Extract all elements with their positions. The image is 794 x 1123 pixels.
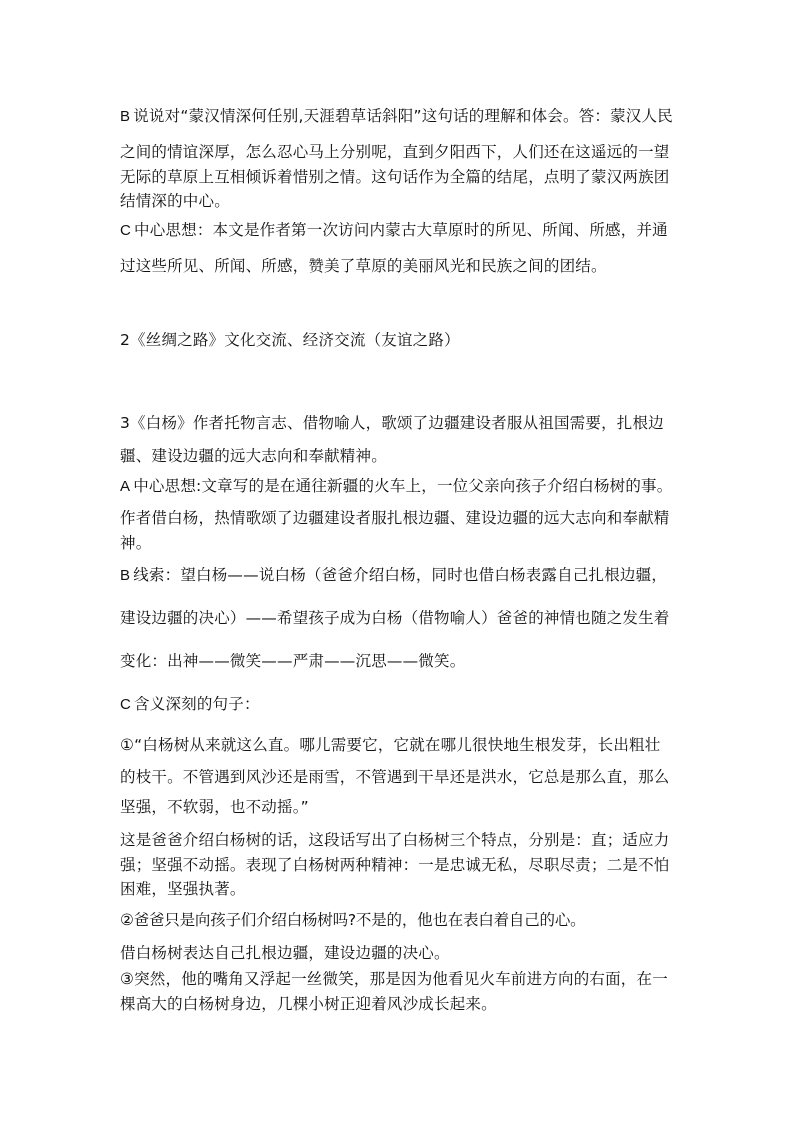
quote-1-line-3: 坚强，不软弱，也不动摇。” <box>120 798 309 816</box>
section-b-line-1: B 说说对“蒙汉情深何任别,天涯碧草话斜阳”这句话的理解和体会。答：蒙汉人民 <box>120 107 673 125</box>
section-c-line-1: C 中心思想：本文是作者第一次访问内蒙古大草原时的所见、所闻、所感，并通 <box>120 221 668 239</box>
section-b-line-3: 无际的草原上互相倾诉着惜别之情。这句话作为全篇的结尾，点明了蒙汉两族团 <box>120 168 670 186</box>
section-b-marker: B <box>120 108 131 125</box>
quote-2-line: ②爸爸只是向孩子们介绍白杨树吗?不是的，他也在表白着自己的心。 <box>120 911 586 929</box>
quote-3-line-1: ③突然，他的嘴角又浮起一丝微笑，那是因为他看见火车前进方向的右面，在一 <box>120 970 668 988</box>
explain-1-line-3: 困难，坚强执著。 <box>120 880 246 898</box>
explain-1-line-2: 强；坚强不动摇。表现了白杨树两种精神：一是忠诚无私，尽职尽责；二是不怕 <box>120 856 670 874</box>
item-3-line-2: 疆、建设边疆的远大志向和奉献精神。 <box>120 447 387 465</box>
item-3a-line-2: 作者借白杨，热情歌颂了边疆建设者服扎根边疆、建设边疆的远大志向和奉献精 <box>120 509 670 527</box>
section-b-line-4: 结情深的中心。 <box>120 192 230 210</box>
item-3a-line-1: A 中心思想:文章写的是在通往新疆的火车上，一位父亲向孩子介绍白杨树的事。 <box>120 477 673 495</box>
section-c-line-2: 过这些所见、所闻、所感，赞美了草原的美丽风光和民族之间的团结。 <box>120 257 607 275</box>
item-3b-line-3: 变化：出神——微笑——严肃——沉思——微笑。 <box>120 652 466 670</box>
quote-1-line-2: 的枝干。不管遇到风沙还是雨雪，不管遇到干旱还是洪水，它总是那么直，那么 <box>120 768 670 786</box>
item-3a-line-3: 神。 <box>120 534 152 552</box>
item-3-line-1: 3《白杨》作者托物言志、借物喻人，歌颂了边疆建设者服从祖国需要，扎根边 <box>120 414 664 432</box>
section-c-marker: C <box>120 222 132 239</box>
item-3b-line-2: 建设边疆的决心）——希望孩子成为白杨（借物喻人）爸爸的神情也随之发生着 <box>120 609 670 627</box>
quote-1-line-1: ①“白杨树从来就这么直。哪儿需要它，它就在哪儿很快地生根发芽，长出粗壮 <box>120 736 661 754</box>
item-3c-marker: C <box>120 696 132 713</box>
item-3a-marker: A <box>120 478 131 495</box>
item-3b-line-1: B 线索：望白杨——说白杨（爸爸介绍白杨，同时也借白杨表露自己扎根边疆， <box>120 566 668 584</box>
item-3c-heading: C 含义深刻的句子： <box>120 695 260 713</box>
explain-1-line-1: 这是爸爸介绍白杨树的话，这段话写出了白杨树三个特点，分别是：直；适应力 <box>120 831 670 849</box>
section-b-line-2: 之间的情谊深厚，怎么忍心马上分别呢，直到夕阳西下，人们还在这遥远的一望 <box>120 143 670 161</box>
item-3b-marker: B <box>120 567 131 584</box>
quote-3-line-2: 棵高大的白杨树身边，几棵小树正迎着风沙成长起来。 <box>120 995 497 1013</box>
item-2-line: 2《丝绸之路》文化交流、经济交流（友谊之路） <box>120 331 460 349</box>
explain-2-line: 借白杨树表达自己扎根边疆，建设边疆的决心。 <box>120 944 450 962</box>
